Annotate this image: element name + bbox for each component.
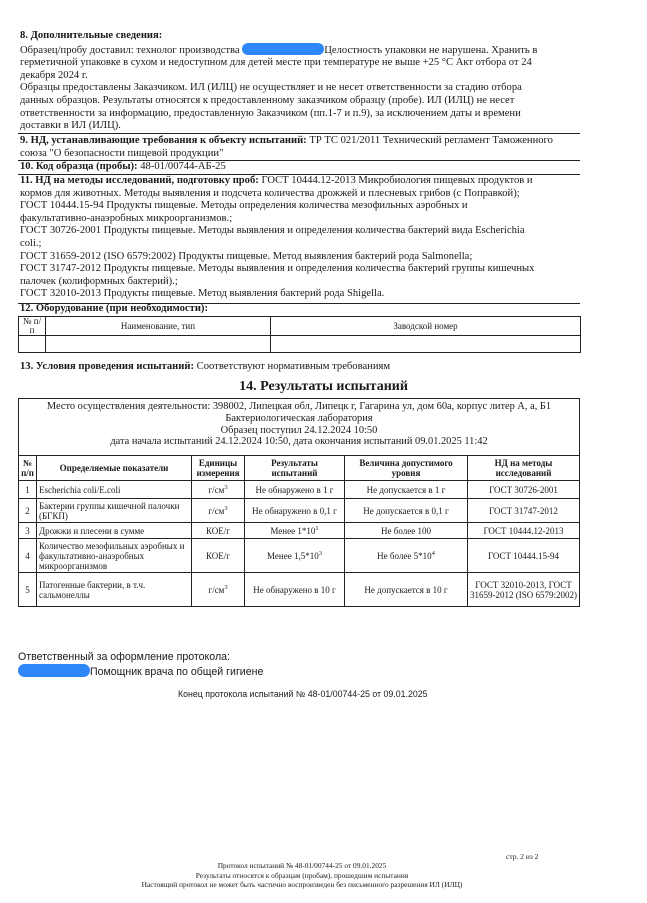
indicator-name: Бактерии группы кишечной палочки (БГКП): [37, 499, 192, 523]
equipment-table: [18, 316, 581, 353]
table-row: [19, 573, 580, 607]
responsible-label: Ответственный за оформление протокола:: [18, 651, 230, 663]
result-cell: [245, 523, 345, 539]
result-cell: [245, 573, 345, 607]
table-row: [19, 523, 580, 539]
limit-cell: [345, 573, 468, 607]
limit-text: Не более 5*10: [377, 550, 432, 561]
method-line: ГОСТ 31747-2012 Продукты пищевые. Методы выявления и определения количества бактерий группы кишечных: [20, 263, 535, 275]
limit-text: Не более 100: [381, 525, 431, 536]
unit-text: г/см: [208, 584, 225, 595]
section-8: [20, 30, 580, 133]
limit-cell: [345, 481, 468, 499]
unit-cell: [192, 499, 245, 523]
responsible-block: [18, 651, 578, 678]
laboratory-name: Бактериологическая лаборатория: [225, 412, 373, 424]
indicator-name: Escherichia coli/E.coli: [37, 481, 192, 499]
unit-text: г/см: [208, 484, 225, 495]
result-text: Не обнаружено в 1 г: [255, 484, 334, 495]
activity-place: Место осуществления деятельности: 398002, Липецкая обл, Липецк г, Гагарина ул, дом 60а, корпус литер А, а, Б1: [46, 401, 552, 412]
unit-cell: [192, 481, 245, 499]
footer-line: Результаты относятся к образцам (пробам), прошедшим испытания: [195, 870, 409, 880]
col-indicator: Определяемые показатели: [37, 456, 192, 481]
row-num: 1: [19, 481, 37, 499]
section-11: [20, 175, 580, 301]
method-cell: ГОСТ 10444.12-2013: [468, 523, 580, 539]
unit-cell: [192, 523, 245, 539]
results-header-box: [18, 398, 580, 455]
indicator-name: Дрожжи и плесени в сумме: [37, 523, 192, 539]
equipment-empty-row: [19, 336, 581, 353]
section-13-title: 13. Условия проведения испытаний:: [20, 361, 195, 372]
section-12: [20, 303, 580, 316]
result-cell: [245, 481, 345, 499]
row-num: 4: [19, 539, 37, 573]
method-line: ГОСТ 30726-2001 Продукты пищевые. Методы выявления и определения количества бактерий вида Escherichia: [20, 225, 525, 237]
section-8-line: ответственности за информацию, предоставленную Заказчиком (пп.1-7 и п.9), за исключением даты и времени: [20, 107, 521, 119]
limit-text: Не допускается в 10 г: [364, 584, 448, 595]
result-text: Менее 1,5*10: [267, 550, 319, 561]
method-line: ГОСТ 10444.15-94 Продукты пищевые. Методы определения количества мезофильных аэробных и: [20, 200, 468, 212]
method-line: ГОСТ 32010-2013 Продукты пищевые. Метод выявления бактерий рода Shigella.: [20, 288, 385, 300]
unit-text: КОЕ/г: [206, 550, 230, 561]
section-9: [20, 135, 580, 160]
section-8-line: герметичной упаковке в сухом и недоступном для детей месте при температуре не выше +25 °С Акт отбора от 24: [20, 57, 532, 69]
col-units: Единицы измерения: [192, 456, 245, 481]
indicator-name: Патогенные бактерии, в т.ч. сальмонеллы: [37, 573, 192, 607]
method-cell: ГОСТ 30726-2001: [468, 481, 580, 499]
conditions-value: Соответствуют нормативным требованиям: [196, 361, 391, 372]
result-text: Не обнаружено в 0,1 г: [252, 505, 337, 516]
method-line: факультативно-анаэробных микроорганизмов.;: [20, 212, 233, 224]
method-line: ГОСТ 10444.12-2013 Микробиология пищевых продуктов и: [261, 175, 533, 186]
col-num: № п/п: [19, 456, 37, 481]
unit-text: г/см: [208, 505, 225, 516]
section-9-title: 9. НД, устанавливающие требования к объекту испытаний:: [20, 135, 307, 146]
result-cell: [245, 499, 345, 523]
section-9-value-cont: союза "О безопасности пищевой продукции": [20, 147, 224, 159]
row-num: 2: [19, 499, 37, 523]
limit-cell: [345, 499, 468, 523]
equipment-col-name: Наименование, тип: [46, 317, 271, 336]
method-line: палочек (колиформных бактерий).;: [20, 275, 178, 287]
unit-sup: 3: [224, 483, 228, 491]
unit-cell: [192, 573, 245, 607]
section-8-line: данных образцов. Результаты относятся к предоставленному заказчиком образцу (пробе). ИЛ (ИЛЦ) не несет: [20, 94, 515, 106]
table-row: [19, 481, 580, 499]
limit-cell: [345, 523, 468, 539]
result-text: Не обнаружено в 10 г: [253, 584, 336, 595]
equipment-col-serial: Заводской номер: [271, 317, 581, 336]
sample-received: Образец поступил 24.12.2024 10:50: [220, 424, 378, 436]
page-number: стр. 2 из 2: [506, 852, 539, 861]
footer-line: Протокол испытаний № 48-01/00744-25 от 09.01.2025: [217, 861, 387, 870]
row-num: 5: [19, 573, 37, 607]
redacted-signature: [18, 664, 90, 677]
section-8-line: декабря 2024 г.: [20, 69, 88, 81]
method-line: ГОСТ 31659-2012 (ISO 6579:2002) Продукты пищевые. Метод выявления бактерий рода Salmonella;: [20, 250, 473, 262]
section-12-title: 12. Оборудование (при необходимости):: [20, 303, 208, 314]
unit-sup: 3: [224, 583, 228, 591]
section-8-title: 8. Дополнительные сведения:: [20, 30, 163, 41]
method-line: coli.;: [20, 237, 42, 249]
method-cell: ГОСТ 32010-2013, ГОСТ 31659-2012 (ISO 6579:2002): [468, 573, 580, 607]
limit-text: Не допускается в 1 г: [366, 484, 446, 495]
section-8-line: Целостность упаковки не нарушена. Хранить в: [324, 44, 538, 56]
table-row: [19, 499, 580, 523]
results-table: [18, 455, 580, 607]
responsible-role: Помощник врача по общей гигиене: [90, 665, 264, 678]
results-title: 14. Результаты испытаний: [239, 379, 408, 394]
divider: [18, 133, 580, 134]
method-cell: ГОСТ 31747-2012: [468, 499, 580, 523]
section-8-line: доставки в ИЛ (ИЛЦ).: [20, 120, 121, 132]
section-8-line: Образец/пробу доставил: технолог производства: [20, 44, 240, 56]
row-num: 3: [19, 523, 37, 539]
unit-text: КОЕ/г: [206, 525, 230, 536]
section-10-title: 10. Код образца (пробы):: [20, 161, 138, 172]
unit-cell: [192, 539, 245, 573]
section-11-title: 11. НД на методы исследований, подготовку проб:: [20, 175, 259, 186]
result-sup: 1: [315, 524, 319, 532]
unit-sup: 3: [224, 504, 228, 512]
limit-sup: 4: [431, 549, 435, 557]
equipment-col-num: № п/п: [19, 317, 46, 336]
footer: [0, 861, 604, 890]
limit-cell: [345, 539, 468, 573]
section-9-value: ТР ТС 021/2011 Технический регламент Таможенного: [309, 135, 553, 146]
col-method: НД на методы исследований: [468, 456, 580, 481]
method-line: кормов для животных. Методы выявления и подсчета количества дрожжей и плесневых грибов (с Поправкой);: [20, 187, 520, 199]
section-8-line: Образцы предоставлены Заказчиком. ИЛ (ИЛЦ) не осуществляет и не несет ответственности за стадию отбора: [20, 82, 522, 94]
limit-text: Не допускается в 0,1 г: [363, 505, 449, 516]
footer-line: Настоящий протокол не может быть частично воспроизведен без письменного разрешения ИЛ (ИЛЦ): [141, 880, 463, 890]
col-result: Результаты испытаний: [245, 456, 345, 481]
result-text: Менее 1*10: [270, 525, 316, 536]
sample-code: 48-01/00744-АБ-25: [140, 161, 226, 172]
indicator-name: Количество мезофильных аэробных и факультативно-анаэробных микроорганизмов: [37, 539, 192, 573]
result-cell: [245, 539, 345, 573]
redacted-name: [242, 43, 324, 55]
method-cell: ГОСТ 10444.15-94: [468, 539, 580, 573]
section-13: [20, 361, 580, 374]
result-sup: 3: [318, 549, 322, 557]
test-dates: дата начала испытаний 24.12.2024 10:50, дата окончания испытаний 09.01.2025 11:42: [110, 436, 488, 448]
col-limit: Величина допустимого уровня: [345, 456, 468, 481]
section-10: [20, 161, 580, 174]
table-row: [19, 539, 580, 573]
protocol-end: Конец протокола испытаний № 48-01/00744-25 от 09.01.2025: [178, 689, 428, 699]
